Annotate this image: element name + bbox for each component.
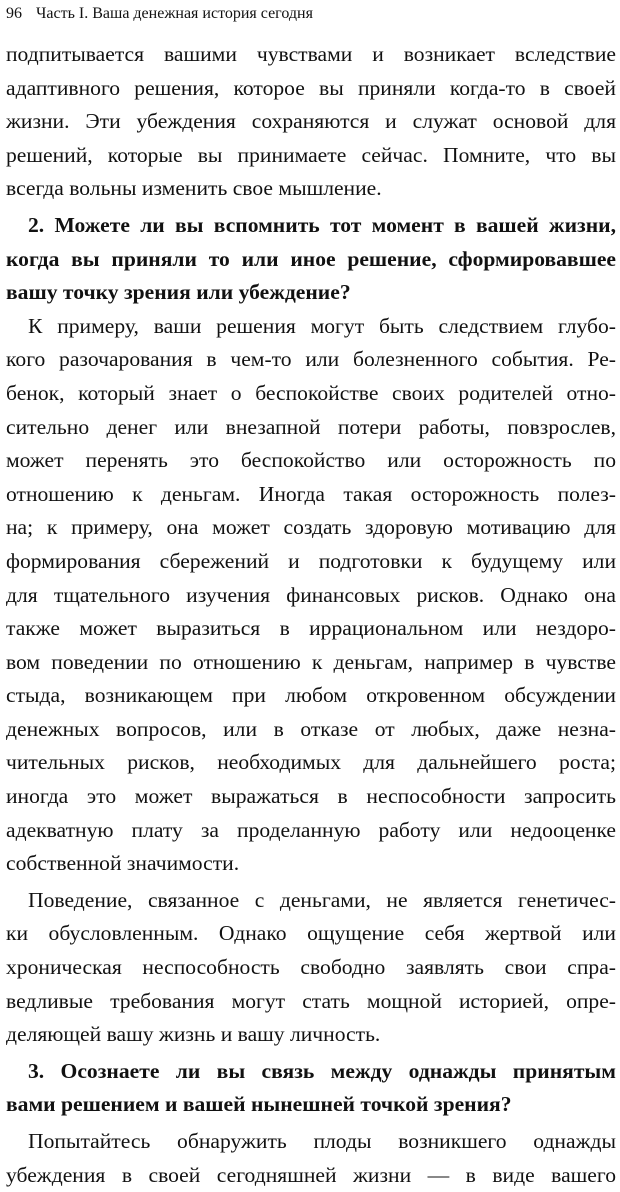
text-line: также может выразиться в иррациональном или нездоро- <box>6 616 616 641</box>
question-heading-3 <box>6 1055 616 1122</box>
paragraph <box>6 310 616 881</box>
question-heading-2 <box>6 209 616 310</box>
paragraph-continuation <box>6 38 616 206</box>
text-line: вом поведении по отношению к деньгам, например в чувстве <box>6 649 616 674</box>
text-line: отношению к деньгам. Иногда такая осторожность полез- <box>6 481 616 506</box>
text-line: может перенять это беспокойство или осторожность по <box>6 448 616 473</box>
text-line: убеждения в своей сегодняшней жизни — в виде вашего <box>6 1162 616 1187</box>
text-line: чительных рисков, необходимых для дальнейшего роста; <box>6 750 616 775</box>
page-body <box>6 38 616 1192</box>
heading-line: 3. Осознаете ли вы связь между однажды принятым <box>28 1058 616 1083</box>
text-line: сительно денег или внезапной потери работы, повзрослев, <box>6 414 616 439</box>
text-line: решений, которые вы принимаете сейчас. Помните, что вы <box>6 142 616 167</box>
text-line: формирования сбережений и подготовки к будущему или <box>6 548 616 573</box>
paragraph <box>6 1125 616 1192</box>
text-line: кого разочарования в чем-то или болезненного события. Ре- <box>6 347 616 372</box>
text-line: собственной значимости. <box>6 851 240 876</box>
text-line: жизни. Эти убеждения сохраняются и служат основой для <box>6 109 616 134</box>
text-line: Попытайтесь обнаружить плоды возникшего однажды <box>28 1129 616 1153</box>
text-line: стыда, возникающем при любом откровенном обсуждении <box>6 683 616 708</box>
text-line: на; к примеру, она может создать здоровую мотивацию для <box>6 515 616 540</box>
page-number: 96 <box>6 5 22 22</box>
text-line: денежных вопросов, или в отказе от любых, даже незна- <box>6 716 616 741</box>
paragraph <box>6 884 616 1052</box>
text-line: для тщательного изучения финансовых рисков. Однако она <box>6 582 616 607</box>
text-line: адекватную плату за проделанную работу или недооценке <box>6 817 616 842</box>
text-line: хроническая неспособность свободно заявлять свои спра- <box>6 955 616 980</box>
text-line: К примеру, ваши решения могут быть следствием глубо- <box>28 313 616 338</box>
text-line: иногда это может выражаться в неспособности запросить <box>6 784 616 809</box>
text-line: адаптивного решения, которое вы приняли когда-то в своей <box>6 75 616 100</box>
running-title: Часть I. Ваша денежная история сегодня <box>36 5 313 22</box>
text-line: Поведение, связанное с деньгами, не является генетичес- <box>28 887 616 912</box>
text-line: ведливые требования могут стать мощной историей, опре- <box>6 988 616 1013</box>
text-line: всегда вольны изменить свое мышление. <box>6 176 382 201</box>
text-line: ки обусловленным. Однако ощущение себя жертвой или <box>6 921 616 946</box>
heading-line: вашу точку зрения или убеждение? <box>6 280 351 305</box>
text-line: деляющей вашу жизнь и вашу личность. <box>6 1022 381 1047</box>
heading-line: когда вы приняли то или иное решение, сформировавшее <box>6 246 616 271</box>
text-line: бенок, который знает о беспокойстве своих родителей отно- <box>6 380 616 405</box>
heading-line: 2. Можете ли вы вспомнить тот момент в вашей жизни, <box>28 212 616 237</box>
text-line: подпитывается вашими чувствами и возникает вследствие <box>6 42 616 66</box>
heading-line: вами решением и вашей нынешней точкой зрения? <box>6 1092 512 1117</box>
running-header <box>6 2 313 26</box>
